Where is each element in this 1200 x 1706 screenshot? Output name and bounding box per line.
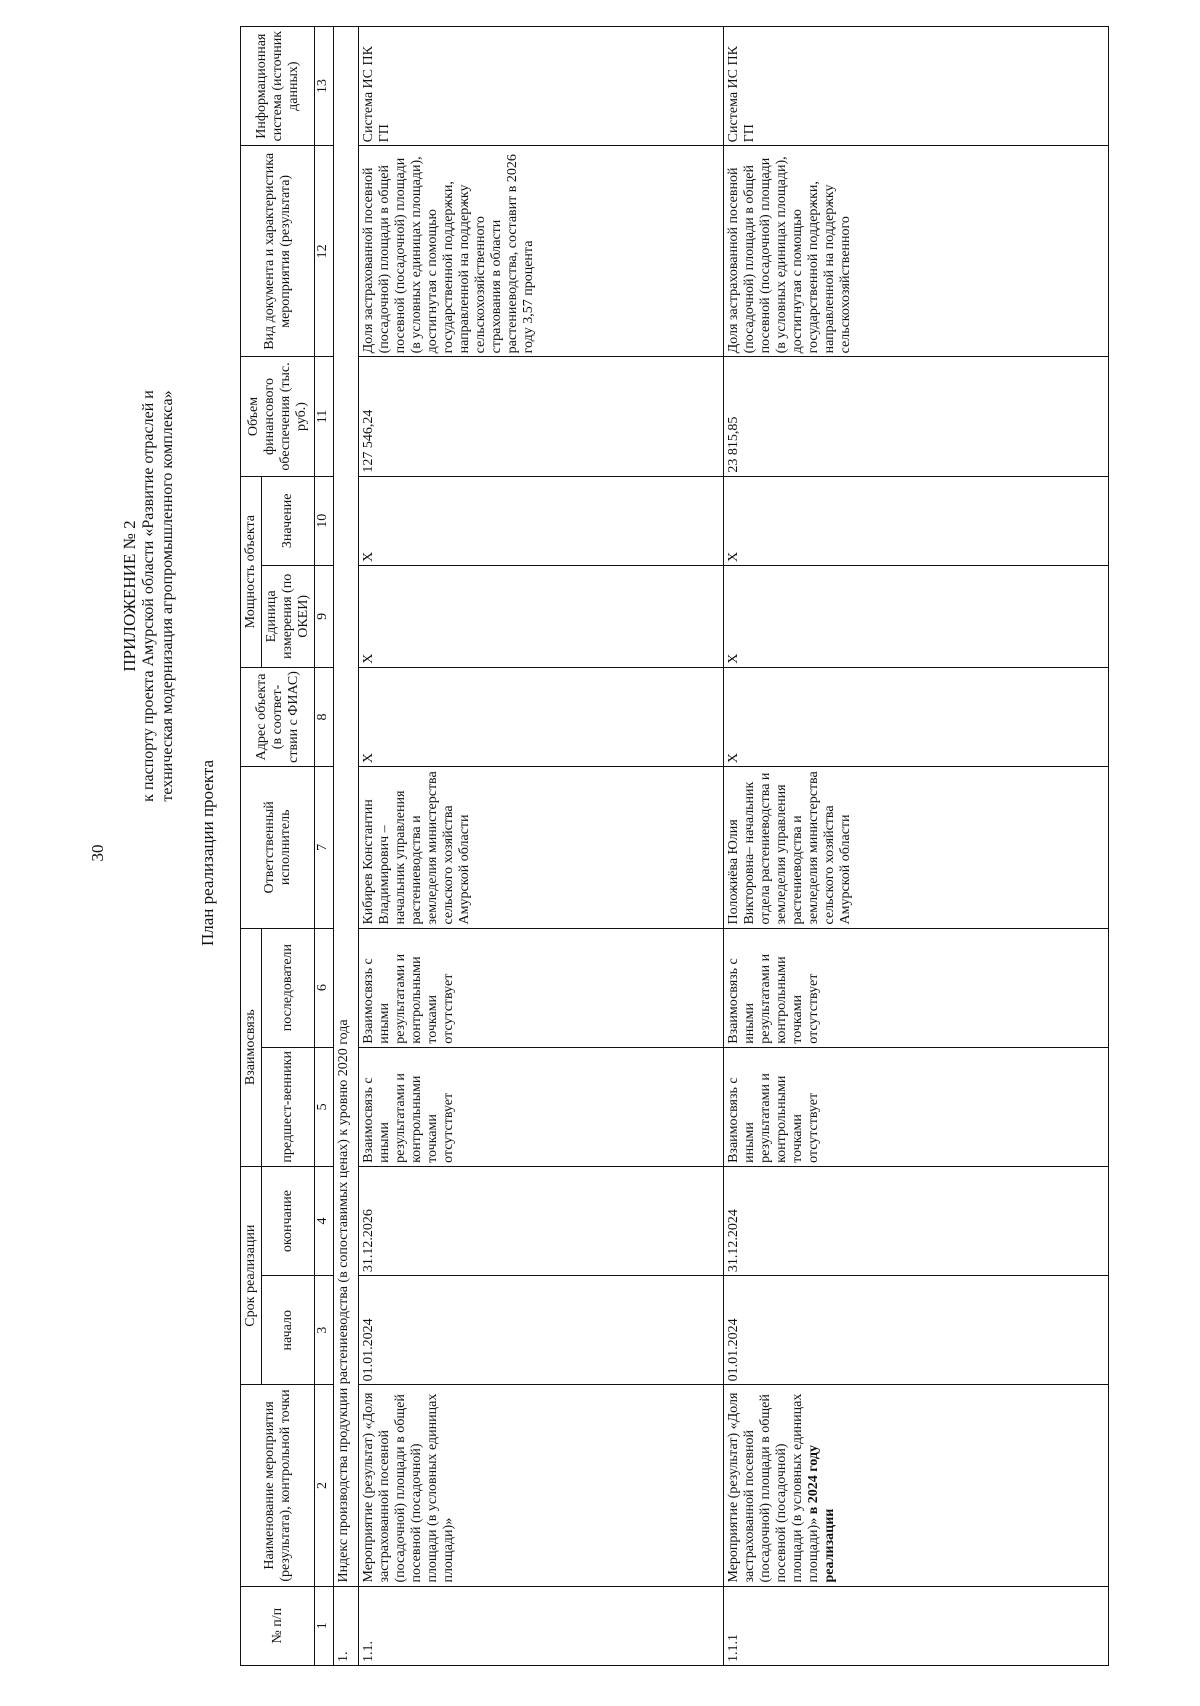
page-number: 30 [88,844,107,862]
header-link-next: последователи [262,928,315,1047]
row-name-text: Мероприятие (результат) «Доля застрахованной посевной (посадочной) площади в общей посевной (посадочной) площади (в условных единицах площади)» [361,1392,456,1583]
row-name [724,1385,1109,1586]
row-info: Система ИС ПК ГП [724,27,1109,146]
row-unit: X [724,565,1109,667]
row-doc: Доля застрахованной посевной (посадочной) площади в общей посевной (посадочной) площади (в условных единицах площади), достигнутая с помощью государственной поддержки, направленной на поддержку сельскохозяйственного страхования в области растениеводства, составит в 2026 году 3,57 процента [359,146,724,357]
header-info: Информационная система (источник данных) [241,27,315,146]
column-number-row [315,27,334,1666]
col-number: 3 [315,1276,334,1385]
row-num: 1.1. [359,1586,724,1665]
section-title: Индекс производства продукции растениеводства (в сопоставимых ценах) к уровню 2020 года [334,27,359,1587]
header-term: Срок реализации [241,1166,262,1385]
col-number: 8 [315,667,334,766]
header-cap-value: Значение [262,476,315,565]
row-responsible: Кибирев Константин Владимирович – начальник управления растениеводства и земледелия министерства сельского хозяйства Амурской области [359,767,724,928]
col-number: 2 [315,1385,334,1586]
section-row [334,27,359,1666]
row-unit: X [359,565,724,667]
plan-table [240,26,1109,1666]
header-num: № п/п [241,1586,315,1665]
row-finance: 23 815,85 [724,357,1109,476]
header-row-1 [241,27,262,1666]
header-cap-unit: Единица измерения (по ОКЕИ) [262,565,315,667]
col-number: 1 [315,1586,334,1665]
appendix-title: ПРИЛОЖЕНИЕ № 2 [120,520,139,672]
appendix-line-2: техническая модернизация агропромышленного комплекса» [159,390,176,802]
row-info: Система ИС ПК ГП [359,27,724,146]
col-number: 10 [315,476,334,565]
header-term-start: начало [262,1276,315,1385]
row-name-bold: в 2024 году реализации [806,1445,837,1583]
header-name: Наименование мероприятия (результата), контрольной точки [241,1385,315,1586]
col-number: 4 [315,1166,334,1275]
header-finance: Объем финансового обеспечения (тыс. руб.) [241,357,315,476]
col-number: 6 [315,928,334,1047]
appendix-header [120,316,177,876]
col-number: 5 [315,1047,334,1166]
header-responsible: Ответственный исполнитель [241,767,315,928]
col-number: 9 [315,565,334,667]
row-end: 31.12.2026 [359,1166,724,1275]
table-row [359,27,724,1666]
col-number: 7 [315,767,334,928]
row-address: X [724,667,1109,766]
row-num: 1.1.1 [724,1586,1109,1665]
appendix-line-1: к паспорту проекта Амурской области «Развитие отраслей и [140,390,157,802]
header-address: Адрес объекта (в соответ-ствии с ФИАС) [241,667,315,766]
header-doc: Вид документа и характеристика мероприятия (результата) [241,146,315,357]
row-name [359,1385,724,1586]
row-next: Взаимосвязь с иными результатами и контрольными точками отсутствует [359,928,724,1047]
row-value: X [724,476,1109,565]
row-finance: 127 546,24 [359,357,724,476]
header-link-prev: предшест-венники [262,1047,315,1166]
row-next: Взаимосвязь с иными результатами и контрольными точками отсутствует [724,928,1109,1047]
col-number: 13 [315,27,334,146]
col-number: 12 [315,146,334,357]
row-value: X [359,476,724,565]
plan-title: План реализации проекта [198,759,217,947]
header-link: Взаимосвязь [241,928,262,1166]
row-address: X [359,667,724,766]
row-name-text: Мероприятие (результат) «Доля застрахованной посевной (посадочной) площади в общей посевной (посадочной) площади (в условных единицах площади)» [726,1392,821,1583]
row-responsible: Положиёва Юлия Викторовна– начальник отдела растениеводства и земледелия управления растениеводства и земледелия министерства сельского хозяйства Амурской области [724,767,1109,928]
header-term-end: окончание [262,1166,315,1275]
row-doc: Доля застрахованной посевной (посадочной) площади в общей посевной (посадочной) площади (в условных единицах площади), достигнутая с помощью государственной поддержки, направленной на поддержку сельскохозяйственного [724,146,1109,357]
section-num: 1. [334,1586,359,1665]
row-prev: Взаимосвязь с иными результатами и контрольными точками отсутствует [359,1047,724,1166]
col-number: 11 [315,357,334,476]
row-end: 31.12.2024 [724,1166,1109,1275]
row-start: 01.01.2024 [359,1276,724,1385]
row-prev: Взаимосвязь с иными результатами и контрольными точками отсутствует [724,1047,1109,1166]
row-start: 01.01.2024 [724,1276,1109,1385]
header-capacity: Мощность объекта [241,476,262,667]
table-row [724,27,1109,1666]
